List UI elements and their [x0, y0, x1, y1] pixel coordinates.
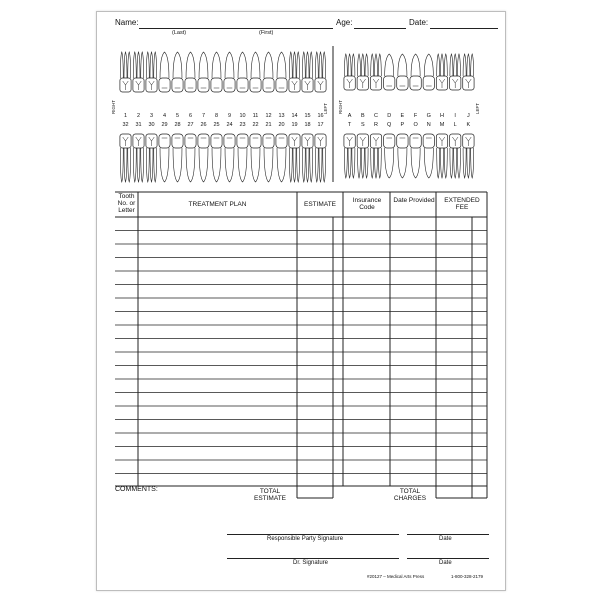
primary-upper-letter: E — [400, 113, 405, 119]
permanent-lower-number: 31 — [135, 122, 142, 128]
permanent-lower-number: 19 — [291, 122, 298, 128]
col-estimate-header: ESTIMATE — [303, 201, 337, 208]
permanent-upper-number: 1 — [123, 113, 128, 119]
permanent-lower-number: 32 — [122, 122, 129, 128]
permanent-upper-number: 6 — [188, 113, 193, 119]
permanent-lower-number: 22 — [252, 122, 259, 128]
primary-upper-letter: H — [440, 113, 444, 119]
primary-upper-letter: D — [387, 113, 392, 119]
age-label: Age: — [336, 18, 353, 27]
primary-lower-letter: S — [360, 122, 365, 128]
permanent-upper-number: 8 — [214, 113, 219, 119]
last-label: (Last) — [172, 30, 187, 36]
permanent-upper-number: 13 — [278, 113, 285, 119]
total-charges-label: TOTAL CHARGES — [393, 488, 427, 502]
form-number: #20127 – Medical Arts Press — [367, 574, 425, 579]
col-date-header: Date Provided — [393, 197, 435, 204]
primary-lower-letter: R — [374, 122, 378, 128]
primary-upper-letter: B — [360, 113, 365, 119]
permanent-lower-number: 25 — [213, 122, 220, 128]
comments-label: COMMENTS: — [115, 486, 158, 493]
responsible-signature-line[interactable] — [227, 534, 399, 535]
doctor-date-line[interactable] — [407, 558, 489, 559]
permanent-lower-number: 20 — [278, 122, 285, 128]
doctor-date-label: Date — [439, 560, 452, 566]
left-label-permanent: LEFT — [323, 102, 328, 114]
permanent-upper-number: 3 — [149, 113, 154, 119]
permanent-upper-number: 12 — [265, 113, 272, 119]
permanent-upper-number: 11 — [252, 113, 259, 119]
permanent-lower-number: 21 — [265, 122, 272, 128]
col-insurance-header: Insurance Code — [352, 197, 382, 211]
permanent-lower-number: 26 — [200, 122, 207, 128]
permanent-lower-number: 24 — [226, 122, 233, 128]
primary-upper-letter: J — [467, 113, 470, 119]
primary-lower-letter: Q — [387, 122, 392, 128]
doctor-signature-line[interactable] — [227, 558, 399, 559]
doctor-signature-label: Dr. Signature — [293, 560, 329, 566]
permanent-upper-number: 14 — [291, 113, 298, 119]
total-estimate-label: TOTAL ESTIMATE — [253, 488, 287, 502]
right-label-permanent: RIGHT — [111, 100, 116, 114]
col-fee-header: EXTENDED FEE — [444, 197, 480, 211]
permanent-upper-number: 5 — [175, 113, 180, 119]
first-label: (First) — [259, 30, 274, 36]
col-treatment-header: TREATMENT PLAN — [188, 201, 247, 208]
permanent-lower-number: 28 — [174, 122, 181, 128]
treatment-table-grid — [97, 12, 505, 512]
primary-upper-letter: F — [413, 113, 418, 119]
col-tooth-header: Tooth No. or Letter — [117, 193, 136, 214]
primary-upper-letter: G — [426, 113, 431, 119]
dental-form-sheet — [96, 11, 506, 591]
permanent-upper-number: 4 — [162, 113, 167, 119]
date-label: Date: — [409, 18, 429, 27]
permanent-upper-number: 10 — [239, 113, 246, 119]
primary-upper-letter: C — [374, 113, 378, 119]
primary-upper-letter: I — [454, 113, 456, 119]
primary-lower-letter: L — [453, 122, 457, 128]
primary-lower-letter: T — [347, 122, 352, 128]
primary-lower-letter: M — [439, 122, 445, 128]
permanent-upper-number: 7 — [201, 113, 206, 119]
permanent-lower-number: 23 — [239, 122, 246, 128]
responsible-date-label: Date — [439, 536, 452, 542]
primary-lower-letter: N — [426, 122, 431, 128]
right-label-primary: RIGHT — [338, 100, 343, 114]
primary-upper-letter: A — [347, 113, 352, 119]
permanent-lower-number: 30 — [148, 122, 155, 128]
primary-lower-letter: K — [466, 122, 471, 128]
permanent-upper-number: 2 — [136, 113, 141, 119]
permanent-lower-number: 29 — [161, 122, 168, 128]
permanent-lower-number: 17 — [317, 122, 324, 128]
permanent-upper-number: 15 — [304, 113, 311, 119]
responsible-date-line[interactable] — [407, 534, 489, 535]
permanent-upper-number: 16 — [317, 113, 324, 119]
permanent-lower-number: 18 — [304, 122, 311, 128]
responsible-signature-label: Responsible Party Signature — [267, 536, 344, 542]
primary-lower-letter: P — [400, 122, 405, 128]
primary-lower-letter: O — [413, 122, 418, 128]
left-label-primary: LEFT — [475, 102, 480, 114]
permanent-lower-number: 27 — [187, 122, 194, 128]
permanent-upper-number: 9 — [227, 113, 232, 119]
form-phone: 1-800-328-2179 — [451, 574, 484, 579]
name-label: Name: — [115, 18, 139, 27]
